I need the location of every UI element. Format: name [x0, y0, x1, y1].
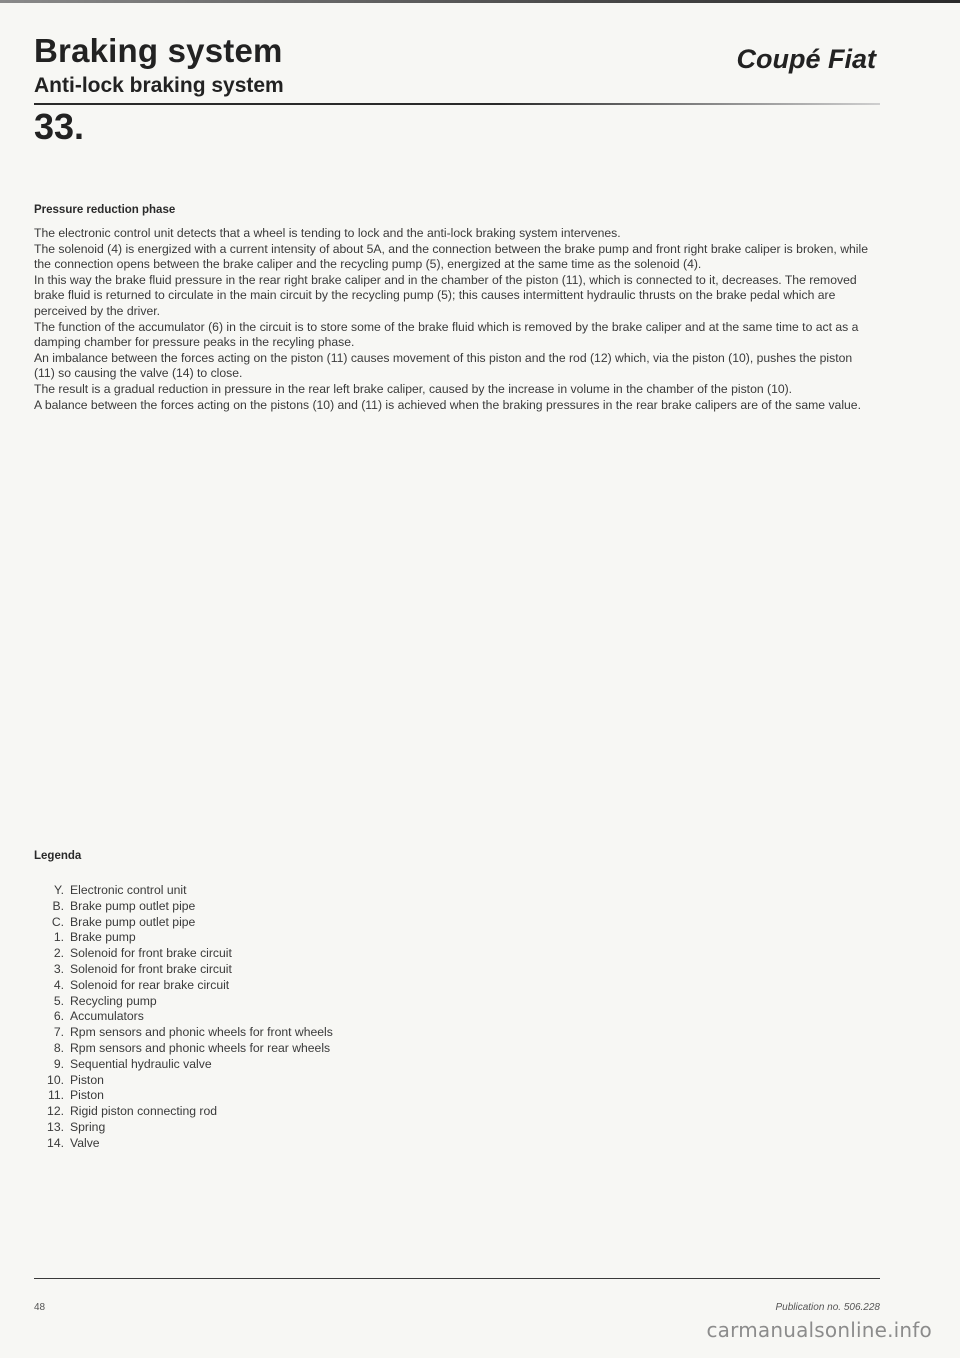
legend-item [34, 883, 634, 899]
legend-heading: Legenda [34, 850, 82, 862]
legend-item [34, 1104, 634, 1120]
legend-text: Brake pump outlet pipe [70, 914, 196, 929]
legend-text: Brake pump outlet pipe [70, 898, 196, 913]
legend-key: 3. [53, 961, 64, 976]
legend-item [34, 930, 634, 946]
legend-text: Brake pump [70, 930, 136, 945]
legend-item [34, 1057, 634, 1073]
legend-key: 2. [53, 946, 64, 961]
legend-item [34, 978, 634, 994]
page-header [34, 32, 880, 100]
legend-key: 12. [47, 1104, 64, 1119]
legend-text: Electronic control unit [70, 883, 187, 897]
legend-text: Solenoid for rear brake circuit [70, 977, 230, 992]
legend-item [34, 1088, 634, 1104]
legend-key: C. [51, 914, 64, 929]
section-number: 33. [34, 106, 85, 147]
legend-text: Recycling pump [70, 993, 157, 1008]
page-title: Braking system [34, 32, 283, 69]
legend-key: 6. [53, 1009, 64, 1024]
legend-text: Rpm sensors and phonic wheels for rear wheels [70, 1040, 331, 1055]
legend-text: Solenoid for front brake circuit [70, 946, 232, 961]
legend-text: Accumulators [70, 1009, 144, 1024]
watermark: carmanualsonline.info [706, 1318, 932, 1342]
legend-text: Rpm sensors and phonic wheels for front wheels [70, 1025, 333, 1040]
legend-text: Piston [70, 1072, 104, 1087]
legend-item [34, 1073, 634, 1089]
page-subtitle: Anti-lock braking system [34, 74, 284, 97]
legend-key: 13. [47, 1119, 64, 1134]
legend-item [34, 1120, 634, 1136]
legend-key: B. [52, 898, 64, 913]
paragraph: The function of the accumulator (6) in the circuit is to store some of the brake fluid which is removed by the brake caliper and at the same time to act as a damping chamber for pressure peaks in the recyling phase. [34, 319, 859, 350]
paragraph: In this way the brake fluid pressure in the rear right brake caliper and in the chamber of the piston (11), which is connected to it, decreases. The removed brake fluid is returned to circulate in the main circuit by the recycling pump (5); this causes intermittent hydraulic thrusts on the brake pedal which are perceived by the driver. [34, 272, 857, 318]
legend-key: 4. [53, 977, 64, 992]
legend-item [34, 899, 634, 915]
legend-text: Spring [70, 1119, 106, 1134]
brand-label: Coupé Fiat [736, 44, 876, 74]
legend-text: Solenoid for front brake circuit [70, 961, 232, 976]
section-heading: Pressure reduction phase [34, 204, 176, 216]
header-divider [34, 103, 880, 105]
legend-key: 7. [53, 1025, 64, 1040]
legend-item [34, 1025, 634, 1041]
paragraph: A balance between the forces acting on the pistons (10) and (11) is achieved when the braking pressures in the rear brake calipers are of the same value. [34, 397, 861, 412]
legend-key: 10. [47, 1072, 64, 1087]
body-text [34, 226, 876, 413]
paragraph: The result is a gradual reduction in pressure in the rear left brake caliper, caused by the increase in volume in the chamber of the piston (10). [34, 381, 793, 396]
legend-key: 5. [53, 993, 64, 1008]
legend-list [34, 883, 634, 1152]
legend-key: Y. [54, 883, 64, 897]
paragraph: The solenoid (4) is energized with a current intensity of about 5A, and the connection between the brake pump and front right brake caliper is broken, while the connection opens between the brake caliper and the recycling pump (5), energized at the same time as the solenoid (4). [34, 241, 868, 272]
legend-text: Piston [70, 1088, 104, 1103]
legend-key: 9. [53, 1056, 64, 1071]
legend-item [34, 1041, 634, 1057]
paragraph: The electronic control unit detects that a wheel is tending to lock and the anti-lock braking system intervenes. [34, 226, 621, 240]
legend-key: 8. [53, 1040, 64, 1055]
legend-item [34, 915, 634, 931]
legend-text: Sequential hydraulic valve [70, 1056, 212, 1071]
legend-item [34, 1136, 634, 1152]
legend-key: 11. [47, 1088, 64, 1103]
footer-divider [34, 1278, 880, 1279]
legend-text: Rigid piston connecting rod [70, 1104, 218, 1119]
footer-page-number: 48 [34, 1302, 46, 1313]
legend-text: Valve [70, 1135, 100, 1150]
footer-publication: Publication no. 506.228 [775, 1302, 880, 1313]
legend-key: 1. [53, 930, 64, 945]
legend-item [34, 1009, 634, 1025]
legend-item [34, 946, 634, 962]
legend-item [34, 994, 634, 1010]
legend-item [34, 962, 634, 978]
paragraph: An imbalance between the forces acting on the piston (11) causes movement of this piston and the rod (12) which, via the piston (10), pushes the piston (11) so causing the valve (14) to close. [34, 350, 853, 381]
legend-key: 14. [47, 1135, 64, 1150]
top-rule [0, 0, 960, 3]
